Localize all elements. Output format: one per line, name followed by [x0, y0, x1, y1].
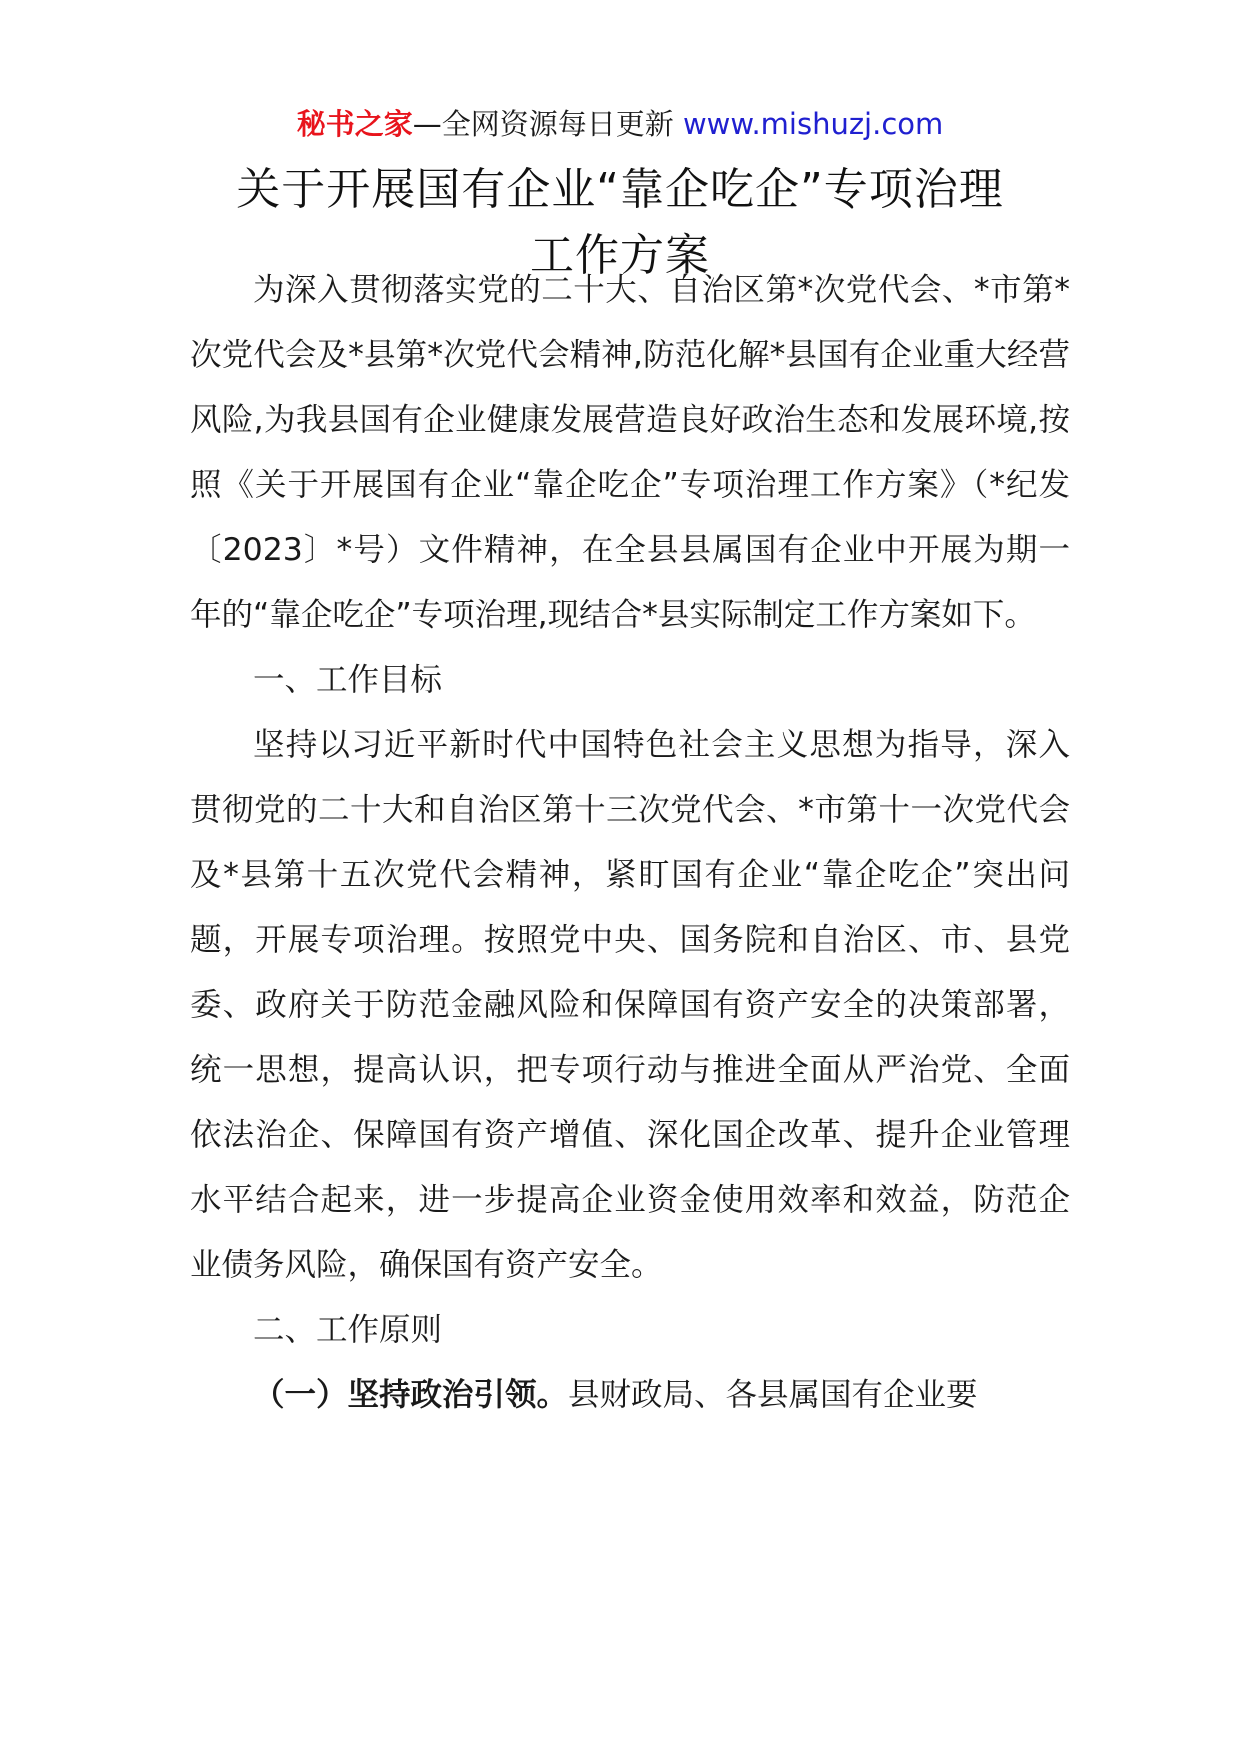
site-tagline: —全网资源每日更新: [412, 107, 683, 141]
site-banner: [0, 104, 1240, 144]
principle-1-paragraph: [190, 1363, 1070, 1428]
site-url-link[interactable]: www.mishuzj.com: [682, 107, 944, 141]
document-body: [190, 258, 1070, 1428]
principle-1-label: （一）坚持政治引领。: [253, 1377, 569, 1413]
document-title-line-2: 工作方案: [530, 230, 710, 281]
site-brand: 秘书之家: [296, 107, 413, 141]
section-heading-principles: 二、工作原则: [253, 1312, 443, 1348]
principle-1-text: 县财政局、各县属国有企业要: [568, 1377, 978, 1413]
intro-paragraph: 为深入贯彻落实党的二十大、自治区第*次党代会、*市第*次党代会及*县第*次党代会精神,防范化解*县国有企业重大经营风险,为我县国有企业健康发展营造良好政治生态和发展环境,按照《关于开展国有企业“靠企吃企”专项治理工作方案》（*纪发〔2023〕*号）文件精神，在全县县属国有企业中开展为期一年的“靠企吃企”专项治理,现结合*县实际制定工作方案如下。: [190, 272, 1070, 633]
document-title-line-1: 关于开展国有企业“靠企吃企”专项治理: [236, 164, 1004, 215]
section-heading-goals: 一、工作目标: [253, 662, 443, 698]
goals-paragraph: 坚持以习近平新时代中国特色社会主义思想为指导，深入贯彻党的二十大和自治区第十三次党代会、*市第十一次党代会及*县第十五次党代会精神，紧盯国有企业“靠企吃企”突出问题，开展专项治理。按照党中央、国务院和自治区、市、县党委、政府关于防范金融风险和保障国有资产安全的决策部署，统一思想，提高认识，把专项行动与推进全面从严治党、全面依法治企、保障国有资产增值、深化国企改革、提升企业管理水平结合起来，进一步提高企业资金使用效率和效益，防范企业债务风险，确保国有资产安全。: [190, 727, 1070, 1283]
